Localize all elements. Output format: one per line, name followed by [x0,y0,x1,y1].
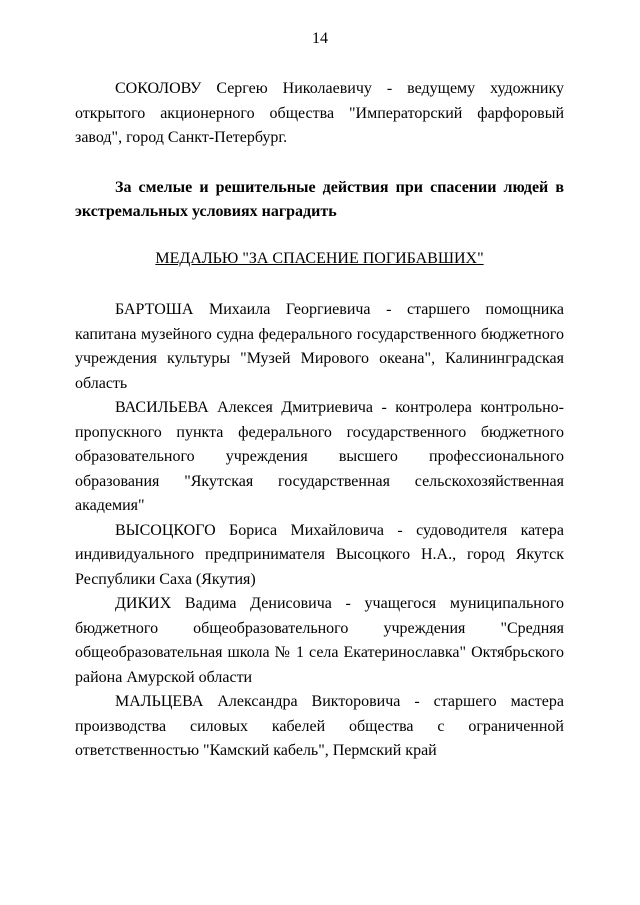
recipient-entry: ВЫСОЦКОГО Бориса Михайловича - судоводителя катера индивидуального предпринимателя Высоцкого Н.А., город Якутск Республики Саха (Якутия) [75,521,564,588]
spacer [75,225,564,247]
page-number: 14 [312,30,328,47]
spacer [75,151,564,176]
award-intro: За смелые и решительные действия при спасении людей в экстремальных условиях наградить [75,178,564,220]
document-body [75,77,564,764]
medal-heading: МЕДАЛЬЮ "ЗА СПАСЕНИЕ ПОГИБАВШИХ" [155,249,484,267]
recipient-entry: ВАСИЛЬЕВА Алексея Дмитриевича - контролера контрольно-пропускного пункта федерального государственного бюджетного образовательного учреждения высшего профессионального образования "Якутская государственная сельскохозяйственная академия" [75,399,564,514]
recipient-entry: ДИКИХ Вадима Денисовича - учащегося муниципального бюджетного общеобразовательного учреждения "Средняя общеобразовательная школа № 1 села Екатеринославка" Октябрьского района Амурской области [75,595,564,686]
recipient-list [75,298,564,764]
recipient-entry: БАРТОША Михаила Георгиевича - старшего помощника капитана музейного судна федерального государственного бюджетного учреждения культуры "Музей Мирового океана", Калининградская область [75,301,564,392]
recipient-entry: МАЛЬЦЕВА Александра Викторовича - старшего мастера производства силовых кабелей общества с ограниченной ответственностью "Камский кабель", Пермский край [75,693,564,759]
intro-paragraph: СОКОЛОВУ Сергею Николаевичу - ведущему художнику открытого акционерного общества "Императорский фарфоровый завод", город Санкт-Петербург. [75,80,564,146]
spacer [75,271,564,298]
